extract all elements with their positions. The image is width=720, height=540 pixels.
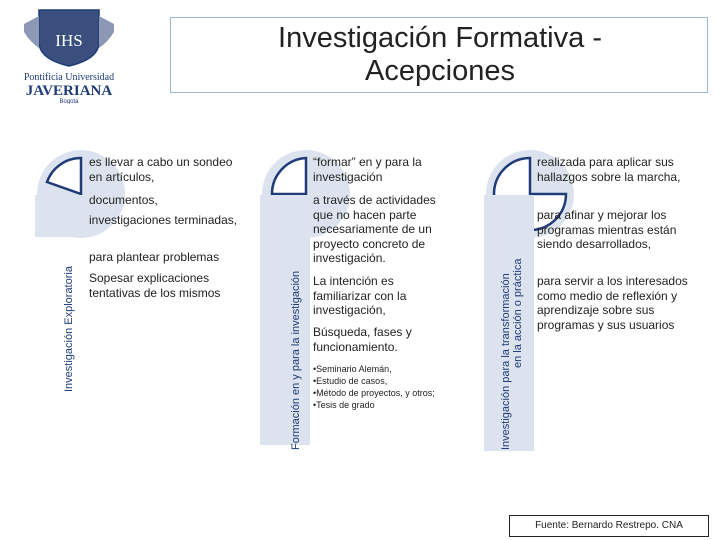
column2-item: Búsqueda, fases y funcionamiento. <box>313 325 412 354</box>
page-title <box>180 22 700 88</box>
institution-city: Bogotá <box>59 99 79 104</box>
shield-text: IHS <box>55 31 83 50</box>
column1-item: para plantear problemas <box>89 250 220 264</box>
column2-item: a través de actividades que no hacen parte necesariamente de un proyecto concreto de investigación. <box>313 193 436 265</box>
column1-item: es llevar a cabo un sondeo en artículos, <box>89 155 233 184</box>
column1-item: documentos, <box>89 193 158 207</box>
column2-bullet-list <box>313 363 473 411</box>
bullet-item: •Estudio de casos, <box>313 376 388 386</box>
column3-item: realizada para aplicar sus hallazgos sobre la marcha, <box>537 155 681 184</box>
title-line1: Investigación Formativa - <box>278 22 602 54</box>
source-note: Fuente: Bernardo Restrepo. CNA <box>509 515 709 537</box>
wing-left-icon <box>24 16 39 48</box>
column2-item: “formar” en y para la investigación <box>313 155 422 184</box>
column1-band <box>35 195 87 237</box>
column3-label-line1: Investigación para la transformación <box>500 273 512 450</box>
column3-item: para afinar y mejorar los programas mientras están siendo desarrollados, <box>537 208 677 251</box>
bullet-item: •Tesis de grado <box>313 400 375 410</box>
column1-item: Sopesar explicaciones tentativas de los mismos <box>89 271 221 300</box>
title-line2: Acepciones <box>365 55 515 87</box>
bullet-item: •Método de proyectos, y otros; <box>313 388 435 398</box>
column3-label-line2: en la acción o práctica <box>512 258 524 368</box>
bullet-item: •Seminario Alemán, <box>313 364 392 374</box>
column2-label: Formación en y para la investigación <box>290 270 302 450</box>
university-logo <box>4 4 134 104</box>
column2-band <box>260 195 310 445</box>
institution-line2: JAVERIANA <box>25 83 113 99</box>
institution-line1: Pontificia Universidad <box>23 72 115 83</box>
column1-label: Investigación Exploratoria <box>63 266 75 392</box>
column3-item: para servir a los interesados como medio de reflexión y aprendizaje sobre sus programas y sus usuarios <box>537 274 688 332</box>
column1-item: investigaciones terminadas, <box>89 213 238 227</box>
column2-item: La intención es familiarizar con la investigación, <box>313 274 407 317</box>
wing-right-icon <box>99 16 114 48</box>
